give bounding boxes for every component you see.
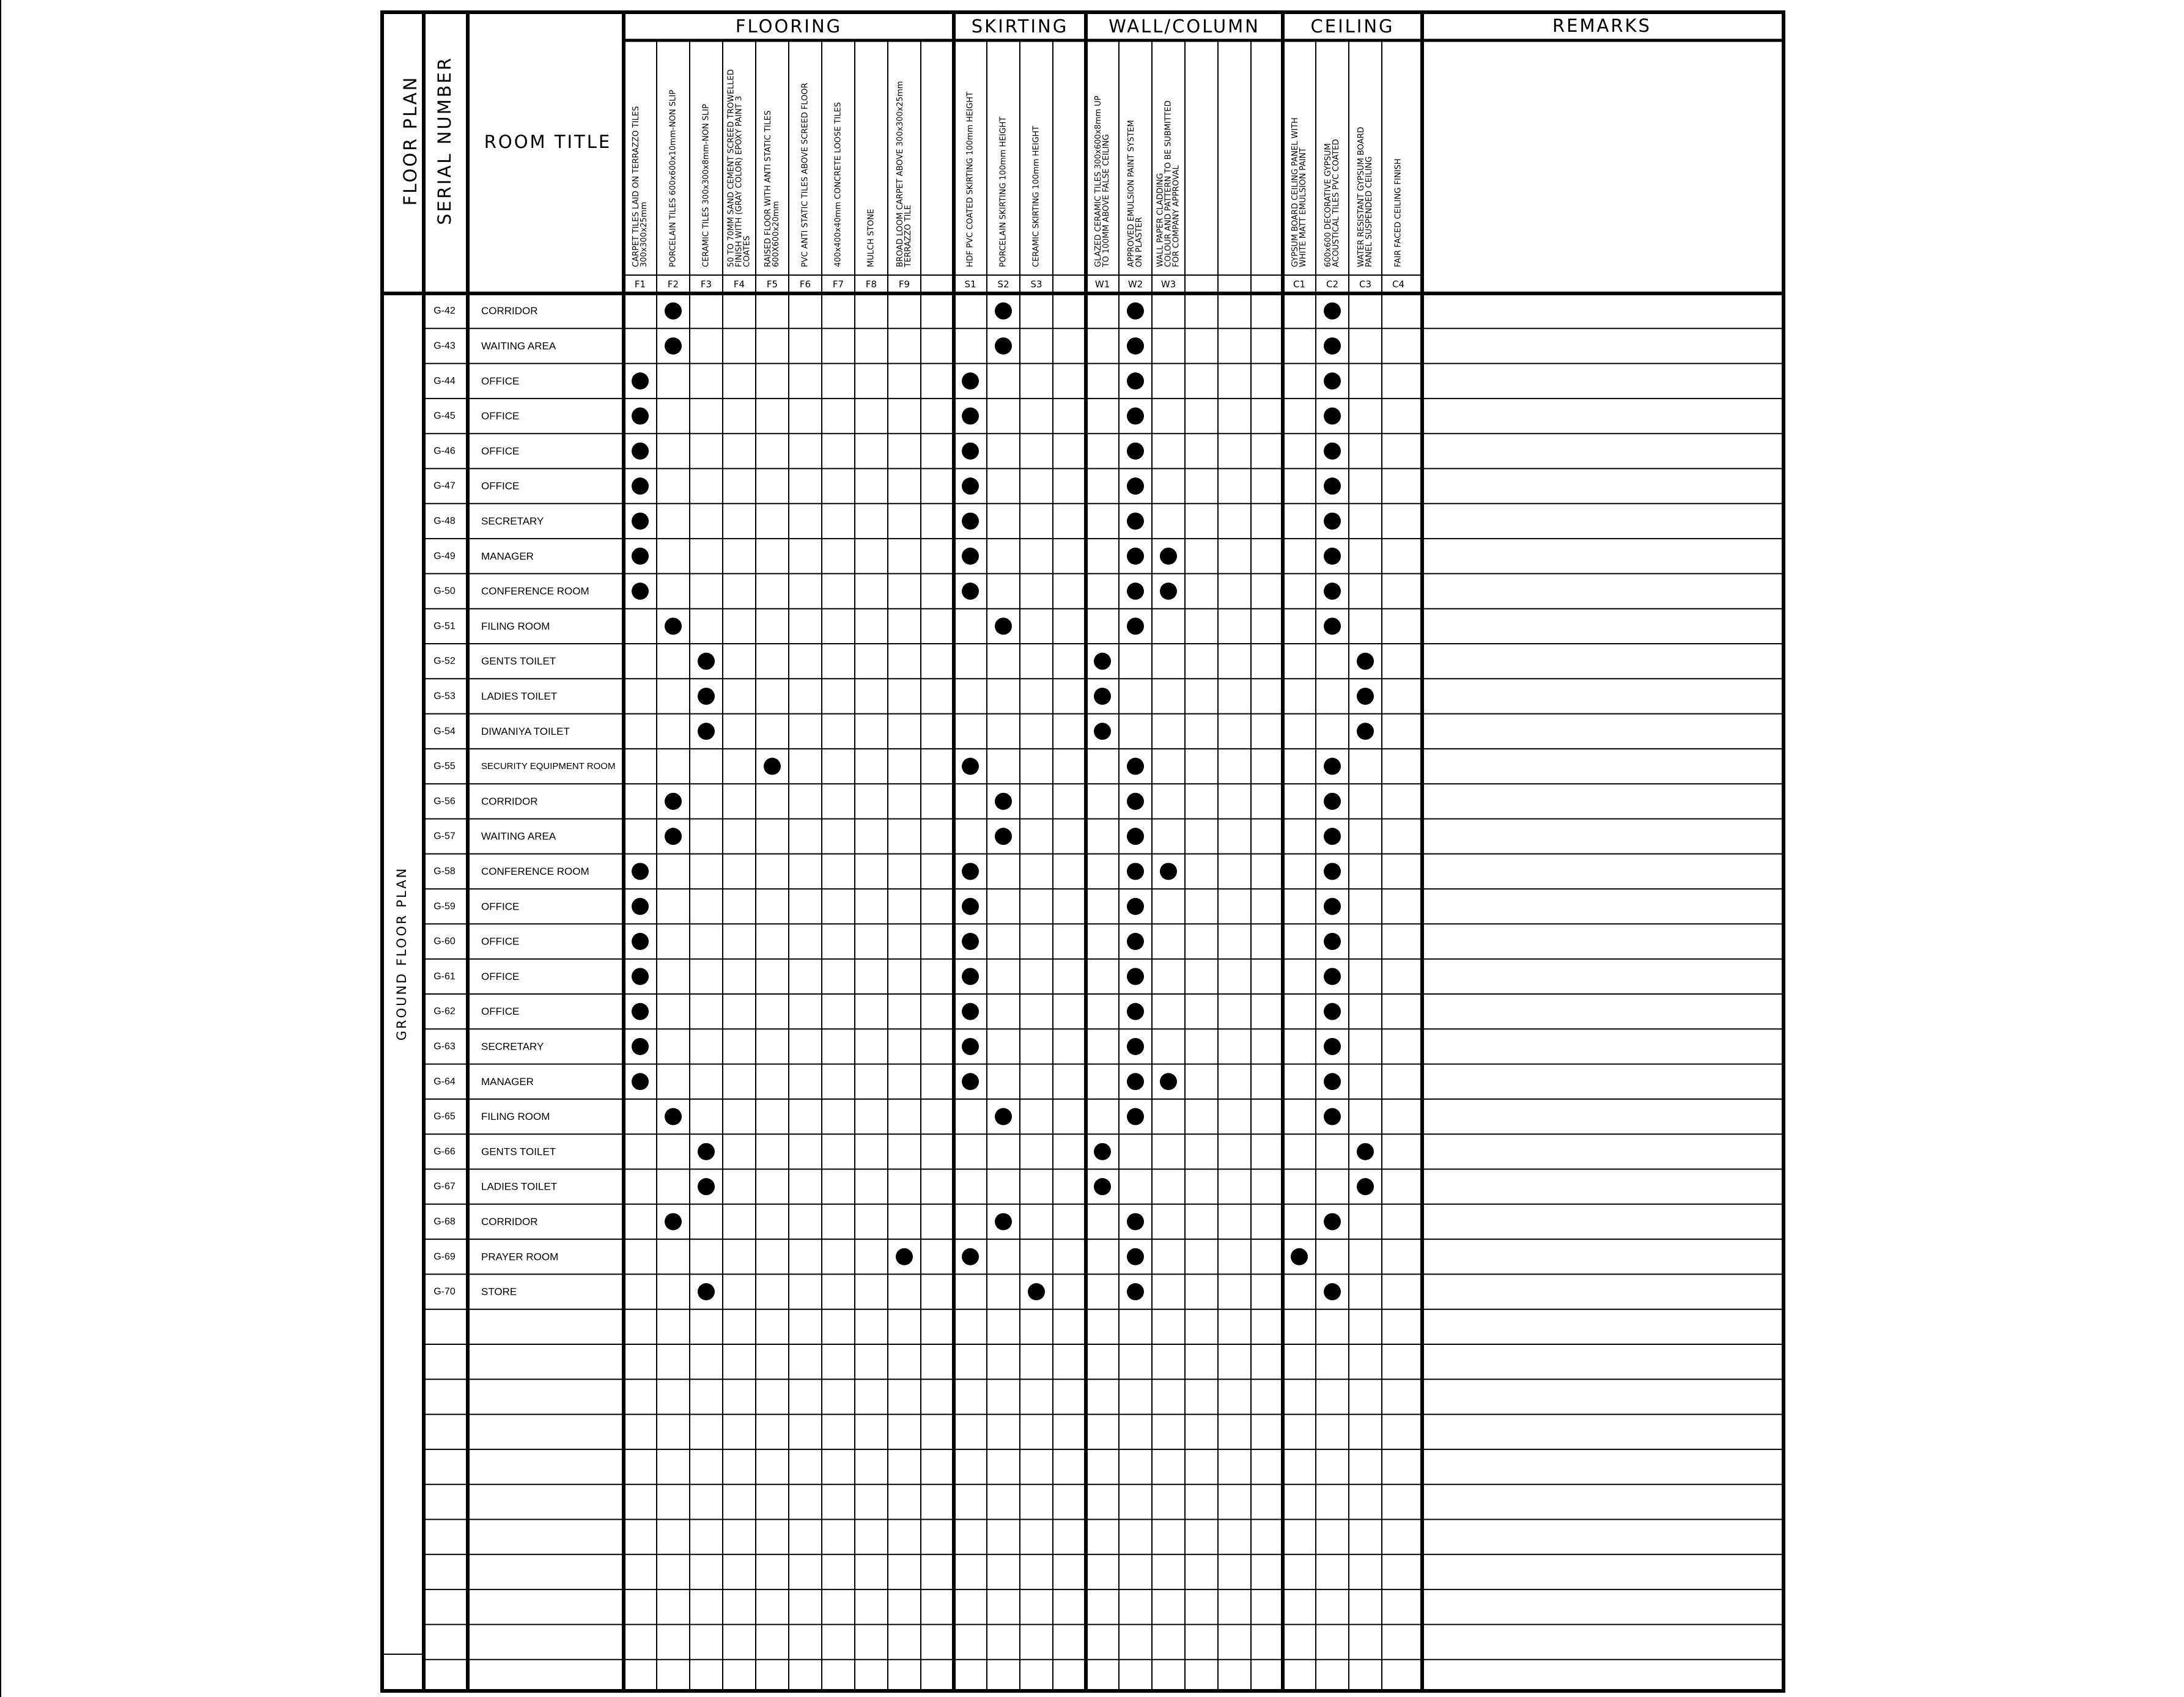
column-description-s3: CERAMIC SKIRTING 100mm HEIGHT	[1031, 125, 1041, 267]
serial-number-cell: G-62	[433, 1006, 456, 1017]
finish-mark-f2	[665, 337, 682, 355]
column-code-f6: F6	[799, 279, 811, 290]
room-title-cell: MANAGER	[481, 550, 534, 562]
finish-mark-w2	[1127, 898, 1144, 915]
column-code-c4: C4	[1392, 279, 1405, 290]
finish-mark-s1	[962, 1073, 979, 1090]
room-title-cell: OFFICE	[481, 445, 520, 457]
finish-mark-w2	[1127, 477, 1144, 495]
finish-mark-f1	[632, 548, 649, 565]
finish-mark-c3	[1357, 1143, 1374, 1160]
finish-mark-f2	[665, 828, 682, 845]
finish-mark-c3	[1357, 723, 1374, 740]
table-frame	[382, 12, 1784, 1691]
finish-mark-w2	[1127, 758, 1144, 775]
column-code-f3: F3	[700, 279, 712, 290]
finish-mark-f2	[665, 793, 682, 810]
finish-mark-f1	[632, 512, 649, 529]
serial-number-cell: G-60	[433, 936, 456, 947]
finish-mark-c1	[1291, 1248, 1308, 1265]
ceiling-group-label: CEILING	[1310, 16, 1395, 37]
serial-number-cell: G-61	[433, 971, 456, 982]
finish-mark-w3	[1160, 1073, 1177, 1090]
serial-number-cell: G-42	[433, 306, 456, 317]
finish-mark-f3	[698, 1143, 715, 1160]
finish-mark-w2	[1127, 968, 1144, 985]
finish-mark-c3	[1357, 688, 1374, 705]
finish-mark-c3	[1357, 653, 1374, 670]
finish-mark-w1	[1094, 1178, 1111, 1195]
serial-number-cell: G-44	[433, 375, 456, 386]
finish-mark-w2	[1127, 548, 1144, 565]
finish-mark-c2	[1324, 372, 1341, 389]
column-description-c2: 600x600 DECORATIVE GYPSUM	[1324, 143, 1333, 267]
finish-mark-s1	[962, 583, 979, 600]
serial-number-cell: G-48	[433, 515, 456, 526]
column-description-f1: 300x300x25mm	[640, 202, 649, 267]
finish-mark-w1	[1094, 688, 1111, 705]
finish-mark-w1	[1094, 653, 1111, 670]
finish-mark-c2	[1324, 408, 1341, 425]
finish-mark-c2	[1324, 1038, 1341, 1055]
column-description-f4: COATES	[742, 235, 752, 267]
finish-mark-c2	[1324, 758, 1341, 775]
room-title-cell: OFFICE	[481, 410, 520, 422]
room-title-cell: STORE	[481, 1286, 517, 1298]
flooring-group-label: FLOORING	[735, 16, 843, 37]
finish-mark-w2	[1127, 863, 1144, 880]
finish-mark-s1	[962, 1038, 979, 1055]
column-description-f9: TERRAZZO TILE	[904, 205, 913, 267]
column-description-c1: WHITE MATT EMULSION PAINT	[1299, 147, 1308, 267]
room-title-cell: OFFICE	[481, 935, 520, 948]
room-title-cell: OFFICE	[481, 1006, 520, 1018]
room-title-cell: OFFICE	[481, 375, 520, 387]
column-description-c2: ACOUSTICAL TILES PVC COATED	[1332, 139, 1341, 267]
room-title-cell: LADIES TOILET	[481, 1180, 558, 1193]
finish-mark-f1	[632, 933, 649, 950]
room-title-header: ROOM TITLE	[484, 131, 612, 152]
finish-mark-w2	[1127, 617, 1144, 635]
floor-plan-value: GROUND FLOOR PLAN	[394, 866, 409, 1041]
finish-mark-w2	[1127, 1038, 1144, 1055]
column-description-f1: CARPET TILES LAID ON TERRAZZO TILES	[632, 106, 641, 267]
group-labels	[736, 16, 1395, 37]
finish-mark-c2	[1324, 968, 1341, 985]
finish-mark-f1	[632, 583, 649, 600]
column-description-f3: CERAMIC TILES 300x300x8mm-NON SLIP	[701, 104, 711, 267]
column-description-f5: RAISED FLOOR WITH ANTI STATIC TILES	[764, 110, 773, 267]
column-description-s1: HDF PVC COATED SKIRTING 100mm HEIGHT	[965, 92, 975, 267]
serial-number-header: SERIAL NUMBER	[434, 56, 455, 225]
serial-number-cell: G-70	[433, 1286, 456, 1297]
room-title-cell: CORRIDOR	[481, 1215, 538, 1228]
skirting-group-label: SKIRTING	[971, 16, 1069, 37]
finish-mark-f1	[632, 443, 649, 460]
column-description-w3: WALL PAPER CLADDING	[1156, 173, 1165, 267]
finish-mark-c2	[1324, 477, 1341, 495]
finish-mark-s1	[962, 372, 979, 389]
finish-mark-w2	[1127, 1248, 1144, 1265]
room-title-cell: OFFICE	[481, 900, 520, 913]
finish-mark-w2	[1127, 408, 1144, 425]
finish-mark-f3	[698, 653, 715, 670]
finish-mark-c2	[1324, 617, 1341, 635]
column-description-w1: TO 100MM ABOVE FALSE CEILING	[1102, 134, 1111, 267]
serial-number-cell: G-50	[433, 586, 456, 597]
finish-mark-f1	[632, 408, 649, 425]
finish-mark-f2	[665, 1108, 682, 1125]
finish-mark-w3	[1160, 583, 1177, 600]
finish-mark-s2	[995, 1108, 1012, 1125]
floor-plan-header: FLOOR PLAN	[400, 75, 421, 206]
serial-number-cell: G-46	[433, 446, 456, 457]
room-title-cell: SECRETARY	[481, 515, 544, 527]
finish-mark-s1	[962, 477, 979, 495]
finish-mark-w2	[1127, 793, 1144, 810]
finish-mark-f9	[896, 1248, 913, 1265]
finish-mark-s2	[995, 1213, 1012, 1230]
finish-mark-s1	[962, 863, 979, 880]
column-description-f6: PVC ANTI STATIC TILES ABOVE SCREED FLOOR	[800, 83, 810, 267]
room-title-cell: CORRIDOR	[481, 305, 538, 317]
serial-number-cell: G-67	[433, 1181, 456, 1192]
column-code-f4: F4	[733, 279, 745, 290]
finish-mark-f3	[698, 723, 715, 740]
finish-mark-s1	[962, 1248, 979, 1265]
finish-mark-c2	[1324, 1073, 1341, 1090]
finish-mark-c2	[1324, 1213, 1341, 1230]
finish-mark-s1	[962, 408, 979, 425]
serial-number-cell: G-43	[433, 341, 456, 352]
column-code-s1: S1	[964, 279, 976, 290]
finish-mark-f3	[698, 1283, 715, 1300]
finish-mark-w1	[1094, 1143, 1111, 1160]
finish-mark-w3	[1160, 548, 1177, 565]
remarks-header: REMARKS	[1552, 15, 1651, 36]
finish-mark-s1	[962, 898, 979, 915]
serial-number-cell: G-68	[433, 1216, 456, 1227]
finish-mark-f2	[665, 1213, 682, 1230]
serial-number-cell: G-53	[433, 691, 456, 702]
finish-mark-w2	[1127, 443, 1144, 460]
finish-mark-f1	[632, 372, 649, 389]
finish-mark-s2	[995, 303, 1012, 320]
column-description-f2: PORCELAIN TILES 600x600x10mm-NON SLIP	[668, 89, 678, 267]
room-title-cell: FILING ROOM	[481, 1111, 550, 1123]
column-code-f5: F5	[766, 279, 778, 290]
room-title-cell: WAITING AREA	[481, 340, 556, 352]
column-code-f2: F2	[667, 279, 679, 290]
serial-number-cell: G-69	[433, 1251, 456, 1262]
finish-mark-f2	[665, 303, 682, 320]
column-headers	[632, 69, 1404, 290]
finish-mark-w2	[1127, 933, 1144, 950]
finish-mark-c2	[1324, 898, 1341, 915]
column-description-w3: FOR COMPANY APPROVAL	[1171, 165, 1181, 267]
finish-mark-f1	[632, 1003, 649, 1020]
finish-mark-c2	[1324, 512, 1341, 529]
finish-mark-w1	[1094, 723, 1111, 740]
column-code-c3: C3	[1359, 279, 1372, 290]
column-description-f4: 50 TO 70MM SAND CEMENT SCREED TROWELLED	[726, 69, 736, 267]
column-code-f8: F8	[865, 279, 877, 290]
column-description-f7: 400x400x40mm CONCRETE LOOSE TILES	[833, 102, 843, 267]
finish-mark-c2	[1324, 863, 1341, 880]
serial-number-cell: G-65	[433, 1111, 456, 1122]
room-title-cell: OFFICE	[481, 970, 520, 982]
column-code-s3: S3	[1030, 279, 1042, 290]
serial-number-cell: G-56	[433, 796, 456, 807]
column-description-w2: APPROVED EMULSION PAINT SYSTEM	[1127, 120, 1136, 267]
finish-mark-s1	[962, 548, 979, 565]
room-title-cell: DIWANIYA TOILET	[481, 725, 570, 737]
serial-number-cell: G-47	[433, 480, 456, 491]
serial-number-cell: G-55	[433, 761, 456, 772]
column-code-f7: F7	[832, 279, 844, 290]
column-description-f5: 600X600x20mm	[772, 201, 781, 267]
finish-mark-c2	[1324, 443, 1341, 460]
finish-mark-w2	[1127, 337, 1144, 355]
finish-mark-w2	[1127, 1213, 1144, 1230]
finish-mark-c2	[1324, 583, 1341, 600]
column-code-w2: W2	[1127, 279, 1143, 290]
finish-mark-f5	[764, 758, 781, 775]
room-title-cell: CONFERENCE ROOM	[481, 585, 589, 597]
finish-mark-c2	[1324, 933, 1341, 950]
column-code-w3: W3	[1160, 279, 1176, 290]
serial-number-cell: G-66	[433, 1146, 456, 1157]
room-title-cell: MANAGER	[481, 1075, 534, 1088]
finish-mark-s1	[962, 443, 979, 460]
finish-mark-f3	[698, 688, 715, 705]
room-title-cell: CONFERENCE ROOM	[481, 865, 589, 877]
column-code-f1: F1	[634, 279, 646, 290]
finish-mark-f1	[632, 898, 649, 915]
column-description-f8: MULCH STONE	[866, 208, 876, 267]
grid-lines	[382, 12, 1784, 1691]
finish-mark-w3	[1160, 863, 1177, 880]
finish-mark-f2	[665, 617, 682, 635]
finish-mark-f1	[632, 968, 649, 985]
room-title-cell: SECRETARY	[481, 1040, 544, 1053]
room-title-cell: PRAYER ROOM	[481, 1251, 559, 1263]
finish-mark-c2	[1324, 1283, 1341, 1300]
finish-mark-c2	[1324, 1108, 1341, 1125]
finish-mark-w2	[1127, 828, 1144, 845]
serial-number-cell: G-45	[433, 411, 456, 422]
column-code-c1: C1	[1293, 279, 1306, 290]
column-description-c3: WATER RESISTANT GYPSUM BOARD	[1357, 127, 1366, 267]
serial-number-cell: G-54	[433, 726, 456, 737]
serial-number-cell: G-57	[433, 831, 456, 842]
column-code-f9: F9	[898, 279, 910, 290]
finish-mark-c2	[1324, 303, 1341, 320]
table-header	[394, 15, 1651, 1040]
room-title-cell: WAITING AREA	[481, 830, 556, 842]
column-description-w3: COLOUR AND PATTERN TO BE SUBMITTED	[1164, 100, 1173, 267]
serial-number-cell: G-52	[433, 656, 456, 667]
finish-mark-w2	[1127, 372, 1144, 389]
finish-mark-w2	[1127, 1073, 1144, 1090]
column-code-s2: S2	[997, 279, 1009, 290]
finish-mark-s1	[962, 512, 979, 529]
finish-mark-s2	[995, 828, 1012, 845]
column-description-c3: PANEL SUSPENDED CEILING	[1365, 156, 1374, 267]
column-description-c1: GYPSUM BOARD CEILING PANEL WITH	[1291, 117, 1300, 267]
finish-mark-w2	[1127, 1003, 1144, 1020]
finish-mark-s1	[962, 758, 979, 775]
room-title-cell: LADIES TOILET	[481, 690, 558, 702]
table-body	[433, 303, 1374, 1300]
finish-mark-s1	[962, 1003, 979, 1020]
finish-mark-f3	[698, 1178, 715, 1195]
finish-mark-c2	[1324, 548, 1341, 565]
finish-mark-s3	[1028, 1283, 1045, 1300]
finish-mark-w2	[1127, 583, 1144, 600]
finish-mark-s2	[995, 617, 1012, 635]
finish-mark-w2	[1127, 512, 1144, 529]
room-title-cell: CORRIDOR	[481, 795, 538, 808]
finish-mark-w2	[1127, 1108, 1144, 1125]
finish-mark-f1	[632, 477, 649, 495]
finish-mark-w2	[1127, 303, 1144, 320]
column-description-c4: FAIR FACED CEILING FINISH	[1393, 158, 1403, 267]
column-code-c2: C2	[1326, 279, 1339, 290]
serial-number-cell: G-51	[433, 620, 456, 631]
wall-group-label: WALL/COLUMN	[1109, 16, 1260, 37]
serial-number-cell: G-59	[433, 901, 456, 912]
serial-number-cell: G-49	[433, 551, 456, 562]
finish-mark-s1	[962, 933, 979, 950]
column-description-w2: ON PLASTER	[1135, 217, 1144, 267]
room-title-cell: GENTS TOILET	[481, 1146, 556, 1158]
room-title-cell: GENTS TOILET	[481, 655, 556, 668]
finish-mark-w2	[1127, 1283, 1144, 1300]
column-description-f4: FINISH WITH (GRAY COLOR) EPOXY PAINT 3	[734, 96, 744, 267]
finish-mark-c2	[1324, 793, 1341, 810]
finish-mark-c3	[1357, 1178, 1374, 1195]
column-description-f9: BROAD LOOM CARPET ABOVE 300x300x25mm	[896, 81, 905, 267]
finish-mark-f1	[632, 863, 649, 880]
room-title-cell: FILING ROOM	[481, 620, 550, 632]
column-code-w1: W1	[1094, 279, 1110, 290]
finish-mark-s2	[995, 793, 1012, 810]
finish-mark-f1	[632, 1073, 649, 1090]
room-title-cell: SECURITY EQUIPMENT ROOM	[481, 761, 616, 772]
column-description-s2: PORCELAIN SKIRTING 100mm HEIGHT	[998, 116, 1008, 267]
finish-mark-f1	[632, 1038, 649, 1055]
serial-number-cell: G-64	[433, 1076, 456, 1087]
room-title-cell: OFFICE	[481, 480, 520, 492]
serial-number-cell: G-58	[433, 866, 456, 877]
finish-mark-c2	[1324, 337, 1341, 355]
finish-mark-s1	[962, 968, 979, 985]
finish-mark-c2	[1324, 1003, 1341, 1020]
column-description-w1: GLAZED CERAMIC TILES 300x600x8mm UP	[1094, 95, 1103, 267]
serial-number-cell: G-63	[433, 1041, 456, 1052]
finish-mark-c2	[1324, 828, 1341, 845]
finish-mark-s2	[995, 337, 1012, 355]
